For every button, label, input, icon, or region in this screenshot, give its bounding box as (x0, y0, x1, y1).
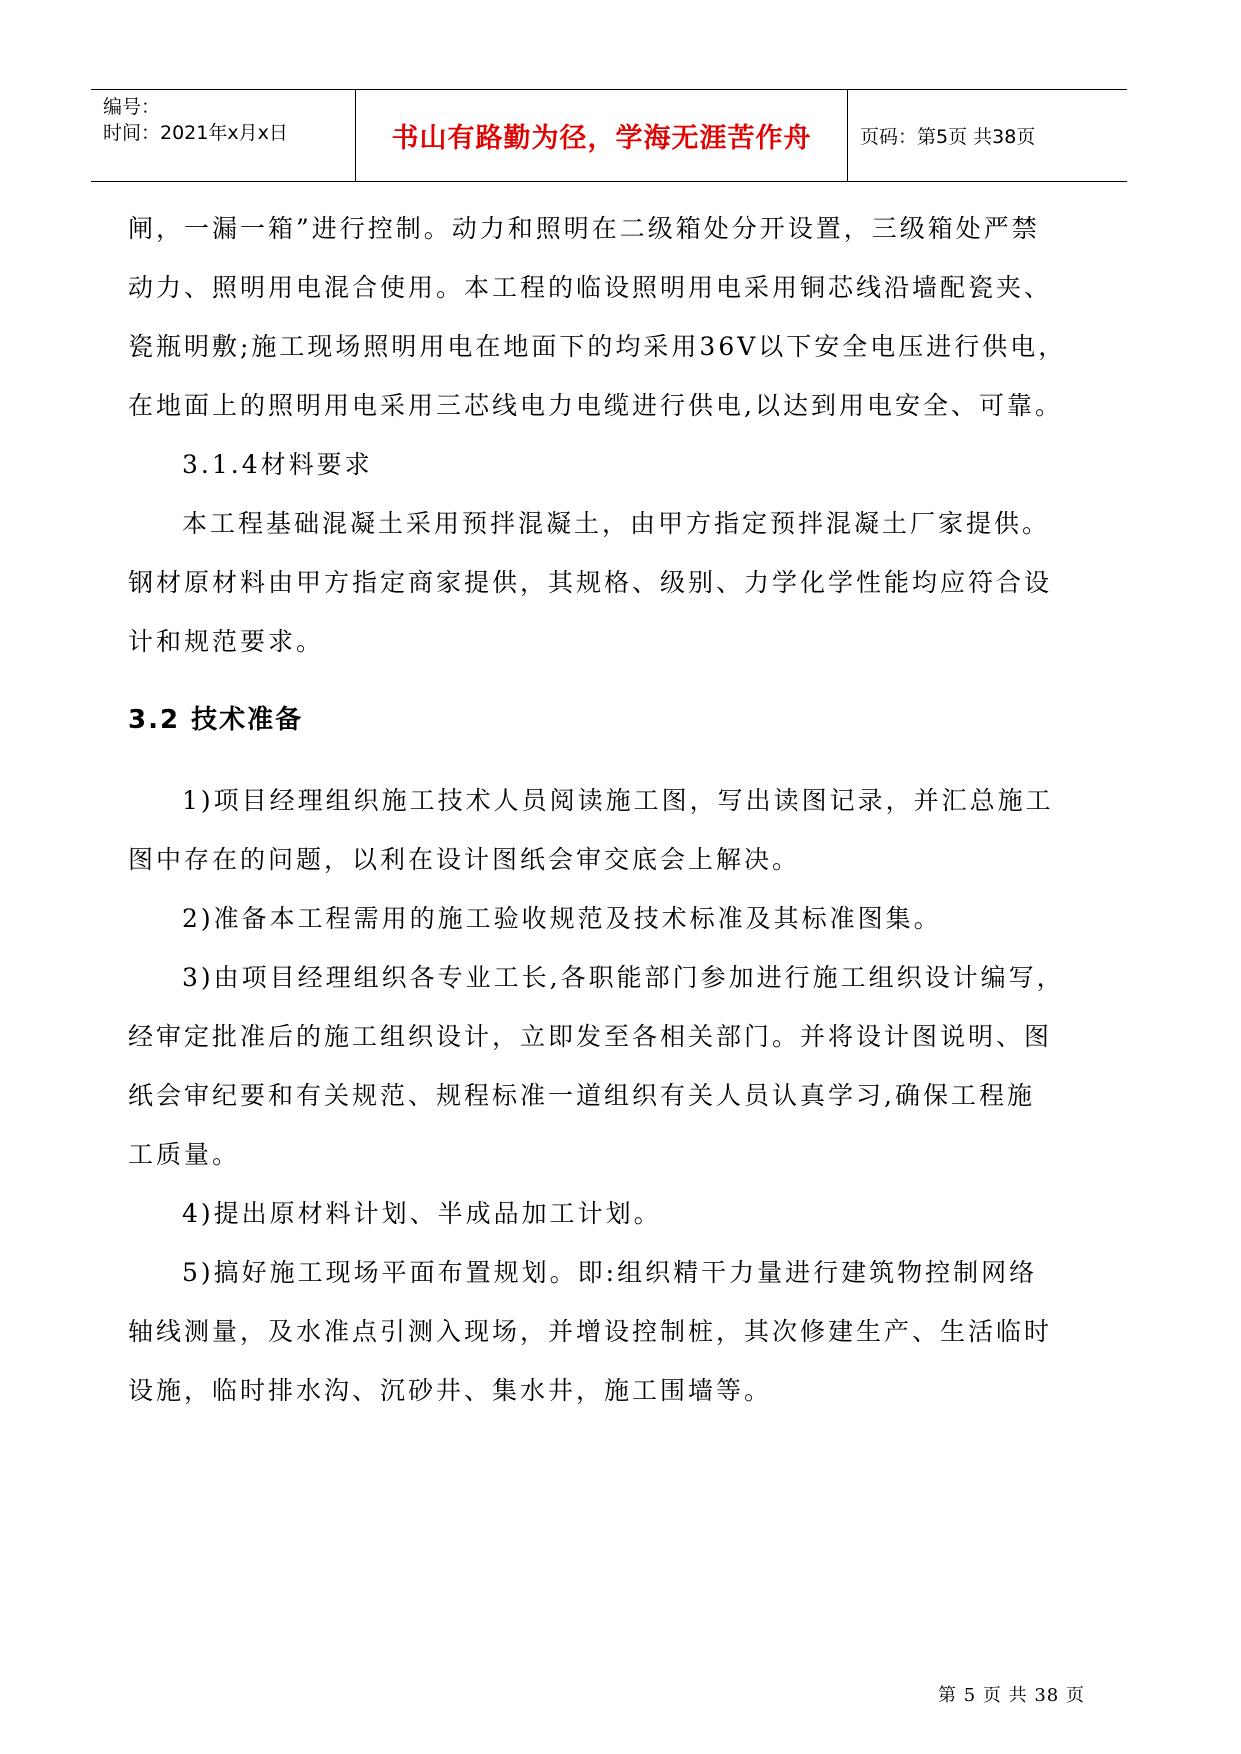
document-body (128, 214, 1108, 1405)
list-item-line: 4)提出原材料计划、半成品加工计划。 (182, 1199, 662, 1228)
body-line: 动力、照明用电混合使用。本工程的临设照明用电采用铜芯线沿墙配瓷夹、 (128, 273, 1053, 302)
date-label: 时间：2021年x月x日 (103, 122, 288, 144)
header-page-cell (848, 90, 1127, 181)
list-item-line: 1)项目经理组织施工技术人员阅读施工图，写出读图记录，并汇总施工 (182, 786, 1054, 815)
list-item-line: 经审定批准后的施工组织设计，立即发至各相关部门。并将设计图说明、图 (128, 1022, 1053, 1051)
list-item-line: 图中存在的问题，以利在设计图纸会审交底会上解决。 (128, 845, 801, 874)
header-motto-cell (356, 90, 848, 181)
serial-number-label: 编号： (103, 96, 161, 118)
list-item-line: 设施，临时排水沟、沉砂井、集水井，施工围墙等。 (128, 1376, 773, 1405)
list-item-line: 3)由项目经理组织各专业工长,各职能部门参加进行施工组织设计编写， (182, 963, 1065, 992)
document-header (91, 89, 1127, 182)
body-line: 闸，一漏一箱”进行控制。动力和照明在二级箱处分开设置，三级箱处严禁 (128, 214, 1040, 243)
list-item-line: 工质量。 (128, 1140, 241, 1169)
list-item-line: 2)准备本工程需用的施工验收规范及技术标准及其标准图集。 (182, 904, 942, 933)
header-info-cell (91, 90, 356, 181)
body-line: 瓷瓶明敷;施工现场照明用电在地面下的均采用36V以下安全电压进行供电， (128, 332, 1067, 361)
motto-text: 书山有路勤为径，学海无涯苦作舟 (391, 123, 812, 154)
subheading: 3.1.4材料要求 (182, 450, 373, 479)
list-item-line: 5)搞好施工现场平面布置规划。即:组织精干力量进行建筑物控制网络 (182, 1258, 1038, 1287)
page-code-label: 页码：第5页 共38页 (860, 126, 1036, 148)
list-item-line: 轴线测量，及水准点引测入现场，并增设控制桩，其次修建生产、生活临时 (128, 1317, 1053, 1346)
body-line: 钢材原材料由甲方指定商家提供，其规格、级别、力学化学性能均应符合设 (128, 568, 1053, 597)
body-line: 在地面上的照明用电采用三芯线电力电缆进行供电,以达到用电安全、可靠。 (128, 391, 1063, 420)
page-number-footer: 第 5 页 共 38 页 (938, 1685, 1085, 1706)
list-item-line: 纸会审纪要和有关规范、规程标准一道组织有关人员认真学习,确保工程施 (128, 1081, 1035, 1110)
body-line: 本工程基础混凝土采用预拌混凝土，由甲方指定预拌混凝土厂家提供。 (182, 509, 1051, 538)
body-line: 计和规范要求。 (128, 627, 325, 656)
section-title: 3.2 技术准备 (128, 705, 304, 735)
